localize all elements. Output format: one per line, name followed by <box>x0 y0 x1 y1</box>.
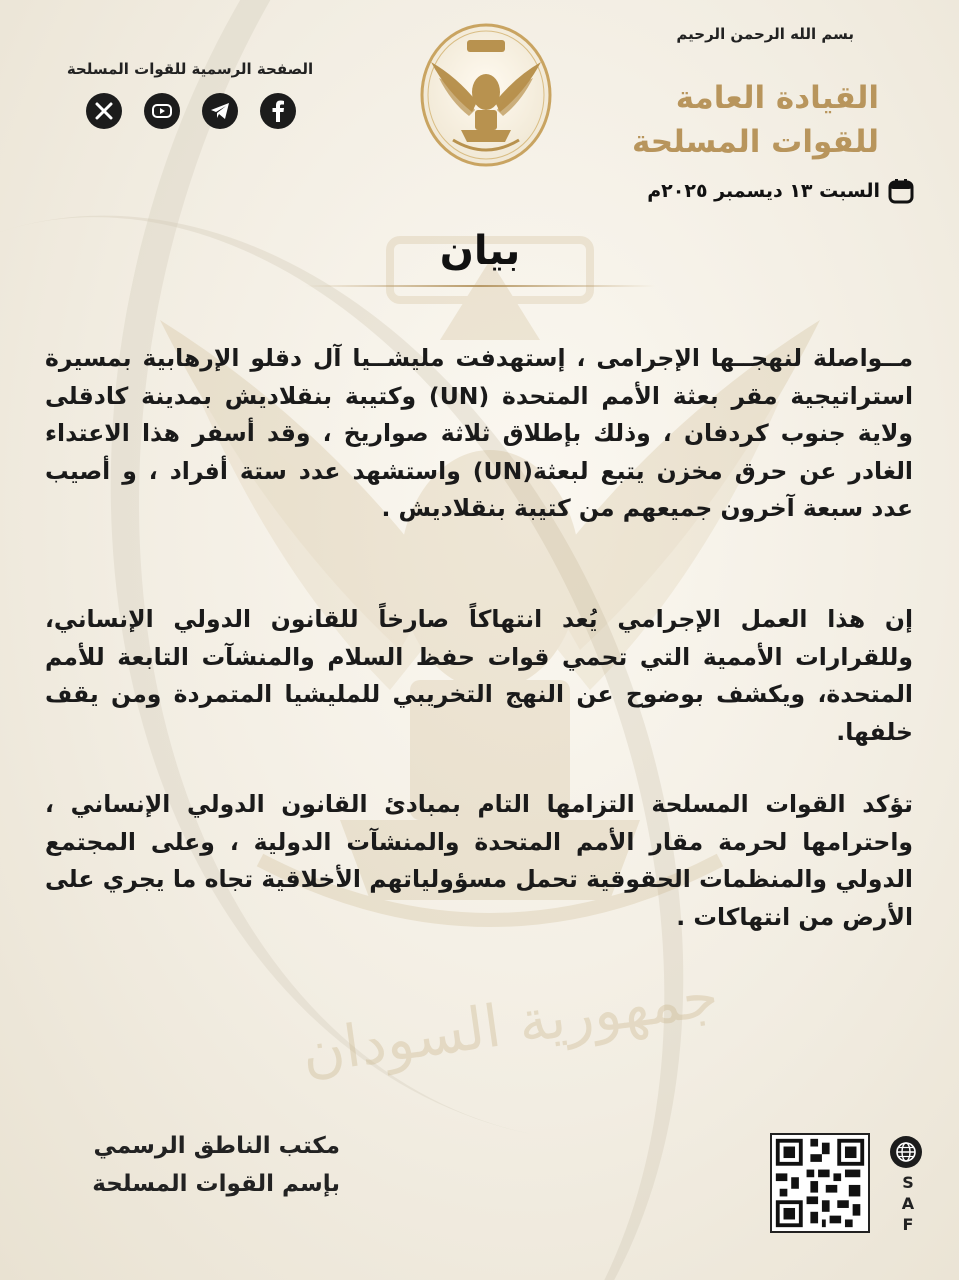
paragraph-3: تؤكد القوات المسلحة التزامها التام بمبادئ القانون الدولي الإنساني ، واحترامها لحرمة مقار الأمم المتحدة والمنشآت الدولية ، وعلى المجتمع الدولي والمنظمات الحقوقية تحمل مسؤولياتهم الأخلاقية تجاه ما يجري على الأرض من انتهاكات . <box>45 790 913 931</box>
social-title: الصفحة الرسمية للقوات المسلحة <box>66 60 314 78</box>
command-line-1: القيادة العامة <box>675 80 879 116</box>
social-icons <box>86 93 296 129</box>
command-line-2: للقوات المسلحة <box>631 124 879 160</box>
paragraph-2: إن هذا العمل الإجرامي يُعد انتهاكاً صارخاً للقانون الدولي الإنساني، وللقرارات الأممية التي تحمي قوات حفظ السلام والمنشآت التابعة للأمم المتحدة، ويكشف بوضوح عن النهج التخريبي للمليشيا المتمردة ومن يقف خلفها. <box>45 605 913 746</box>
saf-letter: S <box>902 1173 914 1192</box>
watermark-text: جمهورية السودان <box>297 961 723 1087</box>
x-icon[interactable] <box>86 93 122 129</box>
statement-date: السبت ١٣ ديسمبر ٢٠٢٥م <box>647 180 880 202</box>
saf-letter: A <box>901 1194 915 1213</box>
spokesman-office <box>60 1127 340 1203</box>
saf-label <box>898 1172 918 1235</box>
facebook-icon[interactable] <box>260 93 296 129</box>
saf-letter: F <box>902 1215 914 1234</box>
office-line-2: بإسم القوات المسلحة <box>92 1171 340 1197</box>
army-logo <box>417 22 555 168</box>
globe-icon[interactable] <box>890 1136 922 1168</box>
command-title <box>619 76 879 164</box>
youtube-icon[interactable] <box>144 93 180 129</box>
paragraph-1: مــواصلة لنهجــها الإجرامى ، إستهدفت مليشــيا آل دقلو الإرهابية بمسيرة استراتيجية مقر بعثة الأمم المتحدة (UN) وكتيبة بنقلاديش بمدينة كادقلى ولاية جنوب كردفان ، وذلك بإطلاق ثلاثة صواريخ ، وقد أسفر هذا الاعتداء الغادر عن حرق مخزن يتبع لبعثة(UN) واستشهد عدد ستة أفراد ، و أصيب عدد سبعة آخرون جميعهم من كتيبة بنقلاديش . <box>45 344 913 522</box>
title-divider <box>305 285 655 287</box>
basmala: بسم الله الرحمن الرحيم <box>676 25 854 43</box>
office-line-1: مكتب الناطق الرسمي <box>93 1133 340 1159</box>
page-title: بيان <box>439 228 521 274</box>
qr-code-icon[interactable] <box>770 1133 870 1233</box>
telegram-icon[interactable] <box>202 93 238 129</box>
calendar-icon <box>888 178 914 204</box>
date-row <box>647 178 914 204</box>
